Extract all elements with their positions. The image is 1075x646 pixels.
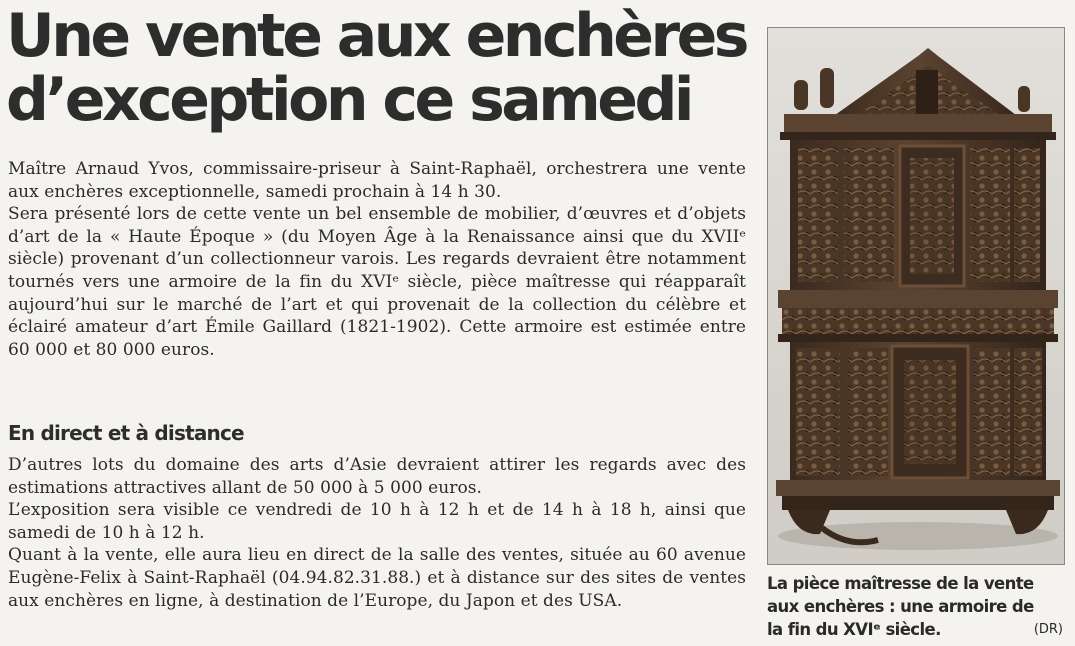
subheading: En direct et à distance (8, 421, 244, 445)
photo-credit: (DR) (1033, 622, 1063, 637)
headline (6, 1, 756, 135)
paragraph: L’exposition sera visible ce vendredi de 10 h à 12 h et de 14 h à 18 h, ainsi que samedi de 10 h à 12 h. (8, 500, 746, 543)
paragraph: Quant à la vente, elle aura lieu en direct de la salle des ventes, située au 60 avenue Eugène-Felix à Saint-Raphaël (04.94.82.31.88.) et à distance sur des sites de ventes aux enchères en ligne, à destination de l’Europe, du Japon et des USA. (8, 545, 746, 611)
armoire-illustration (768, 28, 1065, 565)
headline-line-2: d’exception ce samedi (6, 65, 691, 135)
article-body-intro (8, 158, 746, 361)
headline-line-1: Une vente aux enchères (6, 1, 746, 71)
photo-caption (767, 572, 1065, 641)
paragraph: Sera présenté lors de cette vente un bel ensemble de mobilier, d’œuvres et d’objets d’art de la « Haute Époque » (du Moyen Âge à la Renaissance ainsi que du XVIIᵉ siècle) provenant d’un collectionneur varois. Les regards devraient être notamment tournés vers une armoire de la fin du XVIᵉ siècle, pièce maîtresse qui réapparaît aujourd’hui sur le marché de l’art et qui provenait de la collection du célèbre et éclairé amateur d’art Émile Gaillard (1821-1902). Cette armoire est estimée entre 60 000 et 80 000 euros. (8, 204, 746, 360)
article-body-details (8, 454, 746, 612)
armoire-photo (767, 27, 1065, 565)
paragraph: Maître Arnaud Yvos, commissaire-priseur à Saint-Raphaël, orchestrera une vente aux enchères exceptionnelle, samedi prochain à 14 h 30. (8, 159, 746, 202)
paragraph: D’autres lots du domaine des arts d’Asie devraient attirer les regards avec des estimations attractives allant de 50 000 à 5 000 euros. (8, 455, 746, 498)
caption-line-1: La pièce maîtresse de la vente (767, 574, 1034, 593)
caption-line-3: la fin du XVIᵉ siècle. (767, 620, 941, 639)
caption-line-2: aux enchères : une armoire de (767, 597, 1034, 616)
